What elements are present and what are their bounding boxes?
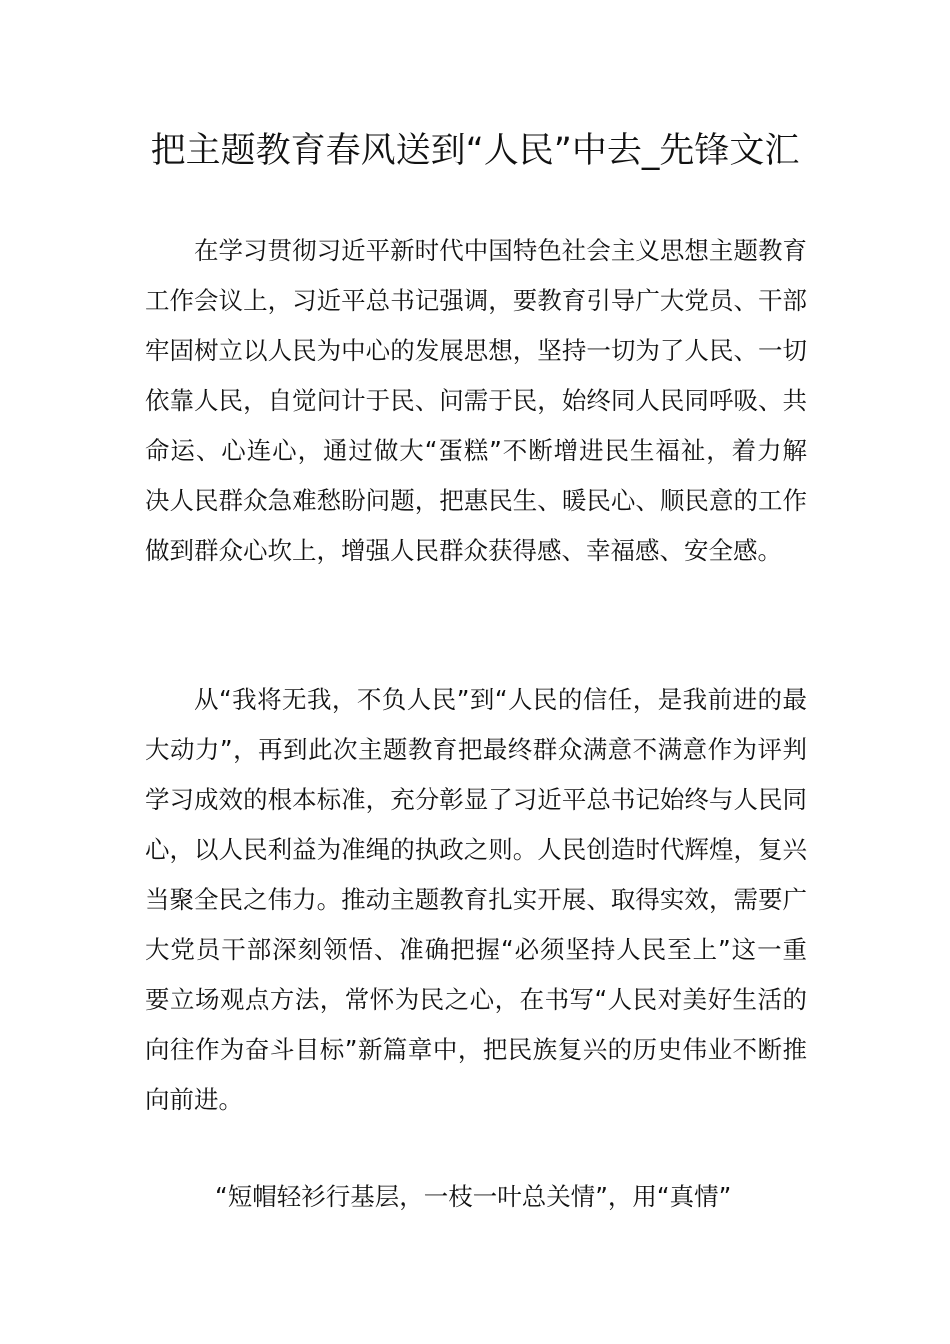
paragraph-2: 从“我将无我，不负人民”到“人民的信任，是我前进的最大动力”，再到此次主题教育把最终群众满意不满意作为评判学习成效的根本标准，充分彰显了习近平总书记始终与人民同心，以人民利益为准绳的执政之则。人民创造时代辉煌，复兴当聚全民之伟力。推动主题教育扎实开展、取得实效，需要广大党员干部深刻领悟、准确把握“必须坚持人民至上”这一重要立场观点方法，常怀为民之心，在书写“人民对美好生活的向往作为奋斗目标”新篇章中，把民族复兴的历史伟业不断推向前进。 [145, 685, 807, 1114]
paragraph-3: “短帽轻衫行基层，一枝一叶总关情”，用“真情” [215, 1182, 732, 1211]
paragraph-1: 在学习贯彻习近平新时代中国特色社会主义思想主题教育工作会议上，习近平总书记强调，要教育引导广大党员、干部牢固树立以人民为中心的发展思想，坚持一切为了人民、一切依靠人民，自觉问计于民、问需于民，始终同人民同呼吸、共命运、心连心，通过做大“蛋糕”不断增进民生福祉，着力解决人民群众急难愁盼问题，把惠民生、暖民心、顺民意的工作做到群众心坎上，增强人民群众获得感、幸福感、安全感。 [145, 236, 807, 565]
document-title: 把主题教育春风送到“人民”中去_先锋文汇 [150, 131, 800, 171]
